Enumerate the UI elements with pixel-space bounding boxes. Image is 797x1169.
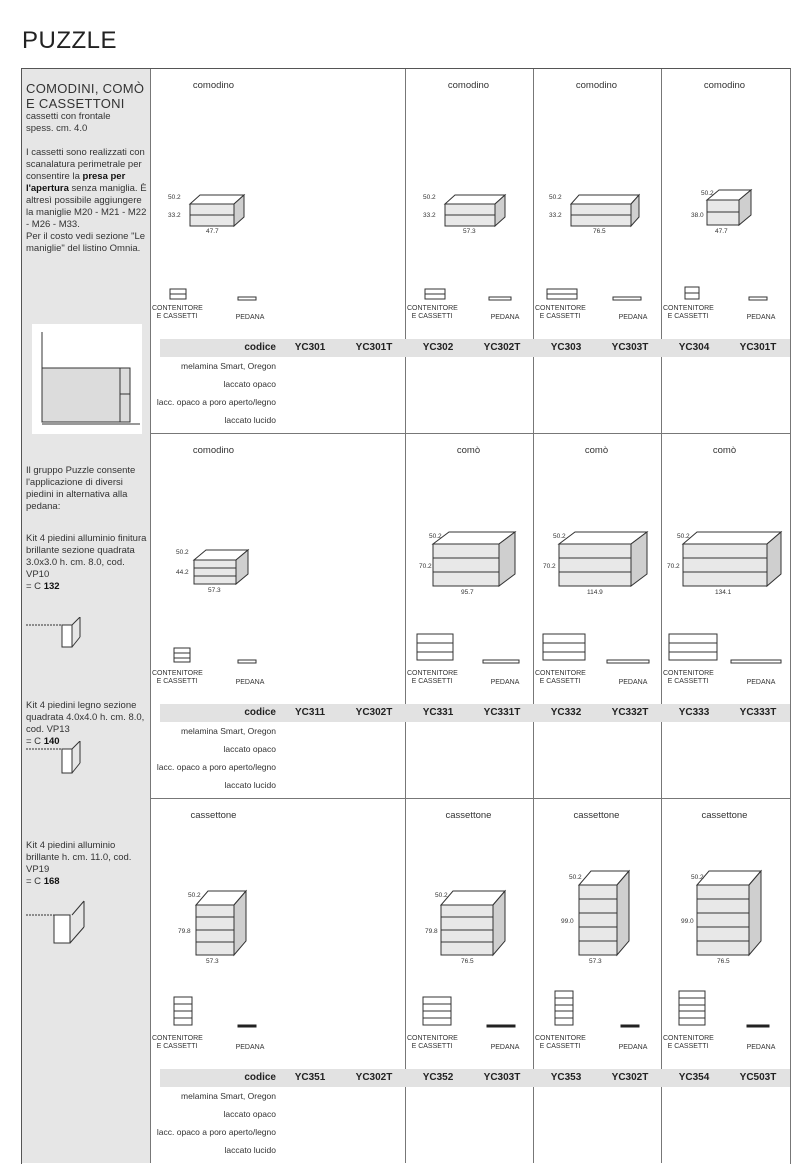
finish-label: laccato lucido bbox=[224, 1145, 276, 1155]
product-column bbox=[150, 799, 277, 1069]
contenitore-label: CONTENITORE E CASSETTI bbox=[663, 1035, 714, 1050]
dimension-label: 79.8 bbox=[425, 928, 438, 935]
contenitore-label: CONTENITORE E CASSETTI bbox=[663, 670, 714, 685]
furniture-drawing bbox=[533, 434, 660, 704]
dimension-label: 50.2 bbox=[176, 549, 189, 556]
dimension-label: 99.0 bbox=[681, 918, 694, 925]
sidebar-intro bbox=[26, 81, 148, 255]
finish-label: laccato opaco bbox=[223, 379, 276, 389]
pedana-label: PEDANA bbox=[235, 314, 265, 321]
contenitore-label: CONTENITORE E CASSETTI bbox=[407, 1035, 458, 1050]
sidebar-sub1: cassetti con frontale bbox=[26, 111, 111, 122]
finish-label: laccato lucido bbox=[224, 415, 276, 425]
product-code: YC301T bbox=[739, 342, 777, 353]
furniture-drawing bbox=[150, 434, 277, 704]
finish-label: lacc. opaco a poro aperto/legno bbox=[156, 1127, 276, 1137]
contenitore-label: CONTENITORE E CASSETTI bbox=[535, 305, 586, 320]
dimension-label: 57.3 bbox=[206, 958, 219, 965]
dimension-label: 50.2 bbox=[435, 892, 448, 899]
product-code: YC303 bbox=[550, 342, 582, 353]
product-column bbox=[533, 69, 660, 339]
dimension-label: 70.2 bbox=[419, 563, 432, 570]
finish-label: lacc. opaco a poro aperto/legno bbox=[156, 397, 276, 407]
product-code: YC304 bbox=[678, 342, 710, 353]
contenitore-label: CONTENITORE E CASSETTI bbox=[407, 305, 458, 320]
product-code: YC353 bbox=[550, 1072, 582, 1083]
dimension-label: 50.2 bbox=[701, 190, 714, 197]
sidebar bbox=[22, 69, 150, 1163]
pedana-label: PEDANA bbox=[746, 679, 776, 686]
kit-vp10: Kit 4 piedini alluminio finitura brillante sezione quadrata 3.0x3.0 h. cm. 8.0, cod. VP10 = C 132 bbox=[26, 533, 147, 592]
pedana-label: PEDANA bbox=[235, 1044, 265, 1051]
dimension-label: 50.2 bbox=[691, 874, 704, 881]
product-type-label: comodino bbox=[575, 80, 618, 91]
furniture-drawing bbox=[661, 434, 788, 704]
sidebar-sub2: spess. cm. 4.0 bbox=[26, 123, 88, 134]
product-code: YC302T bbox=[355, 1072, 393, 1083]
product-code: YC354 bbox=[678, 1072, 710, 1083]
wood-foot-icon bbox=[26, 741, 86, 779]
height-label: 33.2 bbox=[168, 212, 181, 219]
product-code: YC331T bbox=[483, 707, 521, 718]
product-type-label: comò bbox=[712, 445, 737, 456]
pedana-label: PEDANA bbox=[618, 314, 648, 321]
product-type-label: comodino bbox=[192, 445, 235, 456]
width-label: 47.7 bbox=[206, 228, 219, 235]
sidebar-heading: COMODINI, COMÒ E CASSETTONI bbox=[26, 81, 145, 111]
section-comodini bbox=[150, 69, 790, 339]
dimension-label: 50.2 bbox=[553, 533, 566, 540]
dimension-label: 76.5 bbox=[717, 958, 730, 965]
dimension-label: 76.5 bbox=[593, 228, 606, 235]
finish-label: melamina Smart, Oregon bbox=[181, 361, 276, 371]
dimension-label: 38.0 bbox=[691, 212, 704, 219]
product-type-label: comodino bbox=[703, 80, 746, 91]
product-column bbox=[150, 69, 277, 339]
dimension-label: 99.0 bbox=[561, 918, 574, 925]
dimension-label: 95.7 bbox=[461, 589, 474, 596]
furniture-drawing bbox=[533, 69, 660, 339]
product-code: YC302T bbox=[611, 1072, 649, 1083]
furniture-drawing bbox=[150, 69, 277, 339]
contenitore-label: CONTENITORE E CASSETTI bbox=[152, 1035, 203, 1050]
aluminium-foot-icon bbox=[26, 617, 86, 651]
product-type-label: comò bbox=[584, 445, 609, 456]
section-como bbox=[150, 434, 790, 704]
furniture-drawing bbox=[405, 69, 532, 339]
sidebar-paragraph-cost: Per il costo vedi sezione "Le maniglie" del listino Omnia. bbox=[26, 231, 146, 254]
dimension-label: 50.2 bbox=[549, 194, 562, 201]
contenitore-label: CONTENITORE E CASSETTI bbox=[663, 305, 714, 320]
kit-vp13: Kit 4 piedini legno sezione quadrata 4.0x4.0 h. cm. 8.0, cod. VP13 = C 140 bbox=[26, 700, 145, 747]
pedana-label: PEDANA bbox=[490, 314, 520, 321]
product-column bbox=[150, 434, 277, 704]
product-column bbox=[405, 799, 532, 1069]
tall-aluminium-foot-icon bbox=[26, 897, 90, 947]
pedana-label: PEDANA bbox=[490, 1044, 520, 1051]
dimension-label: 50.2 bbox=[677, 533, 690, 540]
codice-row bbox=[22, 704, 790, 722]
finish-label: lacc. opaco a poro aperto/legno bbox=[156, 762, 276, 772]
dimension-label: 57.3 bbox=[589, 958, 602, 965]
product-code: YC301 bbox=[294, 342, 326, 353]
dimension-label: 50.2 bbox=[569, 874, 582, 881]
furniture-drawing bbox=[150, 799, 277, 1069]
contenitore-label: CONTENITORE E CASSETTI bbox=[535, 670, 586, 685]
product-column bbox=[405, 69, 532, 339]
product-column bbox=[405, 434, 532, 704]
dimension-label: 57.3 bbox=[208, 587, 221, 594]
section-cassettoni bbox=[150, 799, 790, 1069]
product-type-label: cassettone bbox=[445, 810, 492, 821]
dimension-label: 70.2 bbox=[543, 563, 556, 570]
dimension-label: 76.5 bbox=[461, 958, 474, 965]
codice-label: codice bbox=[244, 707, 276, 718]
dimension-label: 50.2 bbox=[423, 194, 436, 201]
product-column bbox=[661, 434, 788, 704]
product-column bbox=[533, 434, 660, 704]
dimension-label: 50.2 bbox=[429, 533, 442, 540]
furniture-drawing bbox=[661, 799, 788, 1069]
product-type-label: cassettone bbox=[190, 810, 237, 821]
dimension-label: 50.2 bbox=[188, 892, 201, 899]
depth-label: 50.2 bbox=[168, 194, 181, 201]
contenitore-label: CONTENITORE E CASSETTI bbox=[407, 670, 458, 685]
product-code: YC333 bbox=[678, 707, 710, 718]
pedana-label: PEDANA bbox=[618, 679, 648, 686]
codice-label: codice bbox=[244, 342, 276, 353]
product-type-label: cassettone bbox=[573, 810, 620, 821]
product-column bbox=[661, 69, 788, 339]
dimension-label: 33.2 bbox=[549, 212, 562, 219]
finish-label: melamina Smart, Oregon bbox=[181, 726, 276, 736]
finish-label: laccato lucido bbox=[224, 780, 276, 790]
product-type-label: comò bbox=[456, 445, 481, 456]
product-column bbox=[533, 799, 660, 1069]
product-code: YC332 bbox=[550, 707, 582, 718]
product-code: YC302T bbox=[483, 342, 521, 353]
codice-label: codice bbox=[244, 1072, 276, 1083]
sidebar-feet-intro: Il gruppo Puzzle consente l'applicazione di diversi piedini in alternativa alla pedana: bbox=[26, 465, 136, 512]
product-code: YC302T bbox=[355, 707, 393, 718]
contenitore-label: CONTENITORE E CASSETTI bbox=[152, 305, 203, 320]
price-sheet bbox=[21, 68, 791, 1164]
product-code: YC333T bbox=[739, 707, 777, 718]
product-code: YC303T bbox=[611, 342, 649, 353]
pedana-label: PEDANA bbox=[746, 1044, 776, 1051]
contenitore-label: CONTENITORE E CASSETTI bbox=[152, 670, 203, 685]
product-type-label: cassettone bbox=[701, 810, 748, 821]
product-code: YC302 bbox=[422, 342, 454, 353]
pedana-label: PEDANA bbox=[235, 679, 265, 686]
dimension-label: 70.2 bbox=[667, 563, 680, 570]
finish-label: melamina Smart, Oregon bbox=[181, 1091, 276, 1101]
contenitore-label: CONTENITORE E CASSETTI bbox=[535, 1035, 586, 1050]
pedana-label: PEDANA bbox=[490, 679, 520, 686]
kit-vp19: Kit 4 piedini alluminio brillante h. cm. 11.0, cod. VP19 = C 168 bbox=[26, 840, 132, 887]
furniture-drawing bbox=[405, 799, 532, 1069]
dimension-label: 47.7 bbox=[715, 228, 728, 235]
sidebar-paragraph-handles: I cassetti sono realizzati con scanalatura perimetrale per consentire la presa per l'apertura senza maniglia. È altresì possibile aggiungere la maniglie M20 - M21 - M22 - M26 - M33. bbox=[26, 147, 147, 230]
product-code: YC311 bbox=[294, 707, 326, 718]
product-code: YC503T bbox=[739, 1072, 777, 1083]
dimension-label: 134.1 bbox=[715, 589, 732, 596]
dimension-label: 57.3 bbox=[463, 228, 476, 235]
finish-label: laccato opaco bbox=[223, 1109, 276, 1119]
dimension-label: 114.9 bbox=[587, 589, 603, 596]
page-title: PUZZLE bbox=[22, 27, 118, 54]
codice-row bbox=[22, 1069, 790, 1087]
dimension-label: 33.2 bbox=[423, 212, 436, 219]
furniture-drawing bbox=[533, 799, 660, 1069]
product-code: YC303T bbox=[483, 1072, 521, 1083]
dimension-label: 79.8 bbox=[178, 928, 191, 935]
codice-row bbox=[22, 339, 790, 357]
dimension-label: 44.2 bbox=[176, 569, 189, 576]
product-code: YC331 bbox=[422, 707, 454, 718]
product-code: YC301T bbox=[355, 342, 393, 353]
furniture-drawing bbox=[661, 69, 788, 339]
pedana-label: PEDANA bbox=[618, 1044, 648, 1051]
pedana-label: PEDANA bbox=[746, 314, 776, 321]
product-code: YC352 bbox=[422, 1072, 454, 1083]
product-type-label: comodino bbox=[447, 80, 490, 91]
furniture-drawing bbox=[405, 434, 532, 704]
product-column bbox=[661, 799, 788, 1069]
product-type-label: comodino bbox=[192, 80, 235, 91]
product-code: YC351 bbox=[294, 1072, 326, 1083]
finish-label: laccato opaco bbox=[223, 744, 276, 754]
product-code: YC332T bbox=[611, 707, 649, 718]
